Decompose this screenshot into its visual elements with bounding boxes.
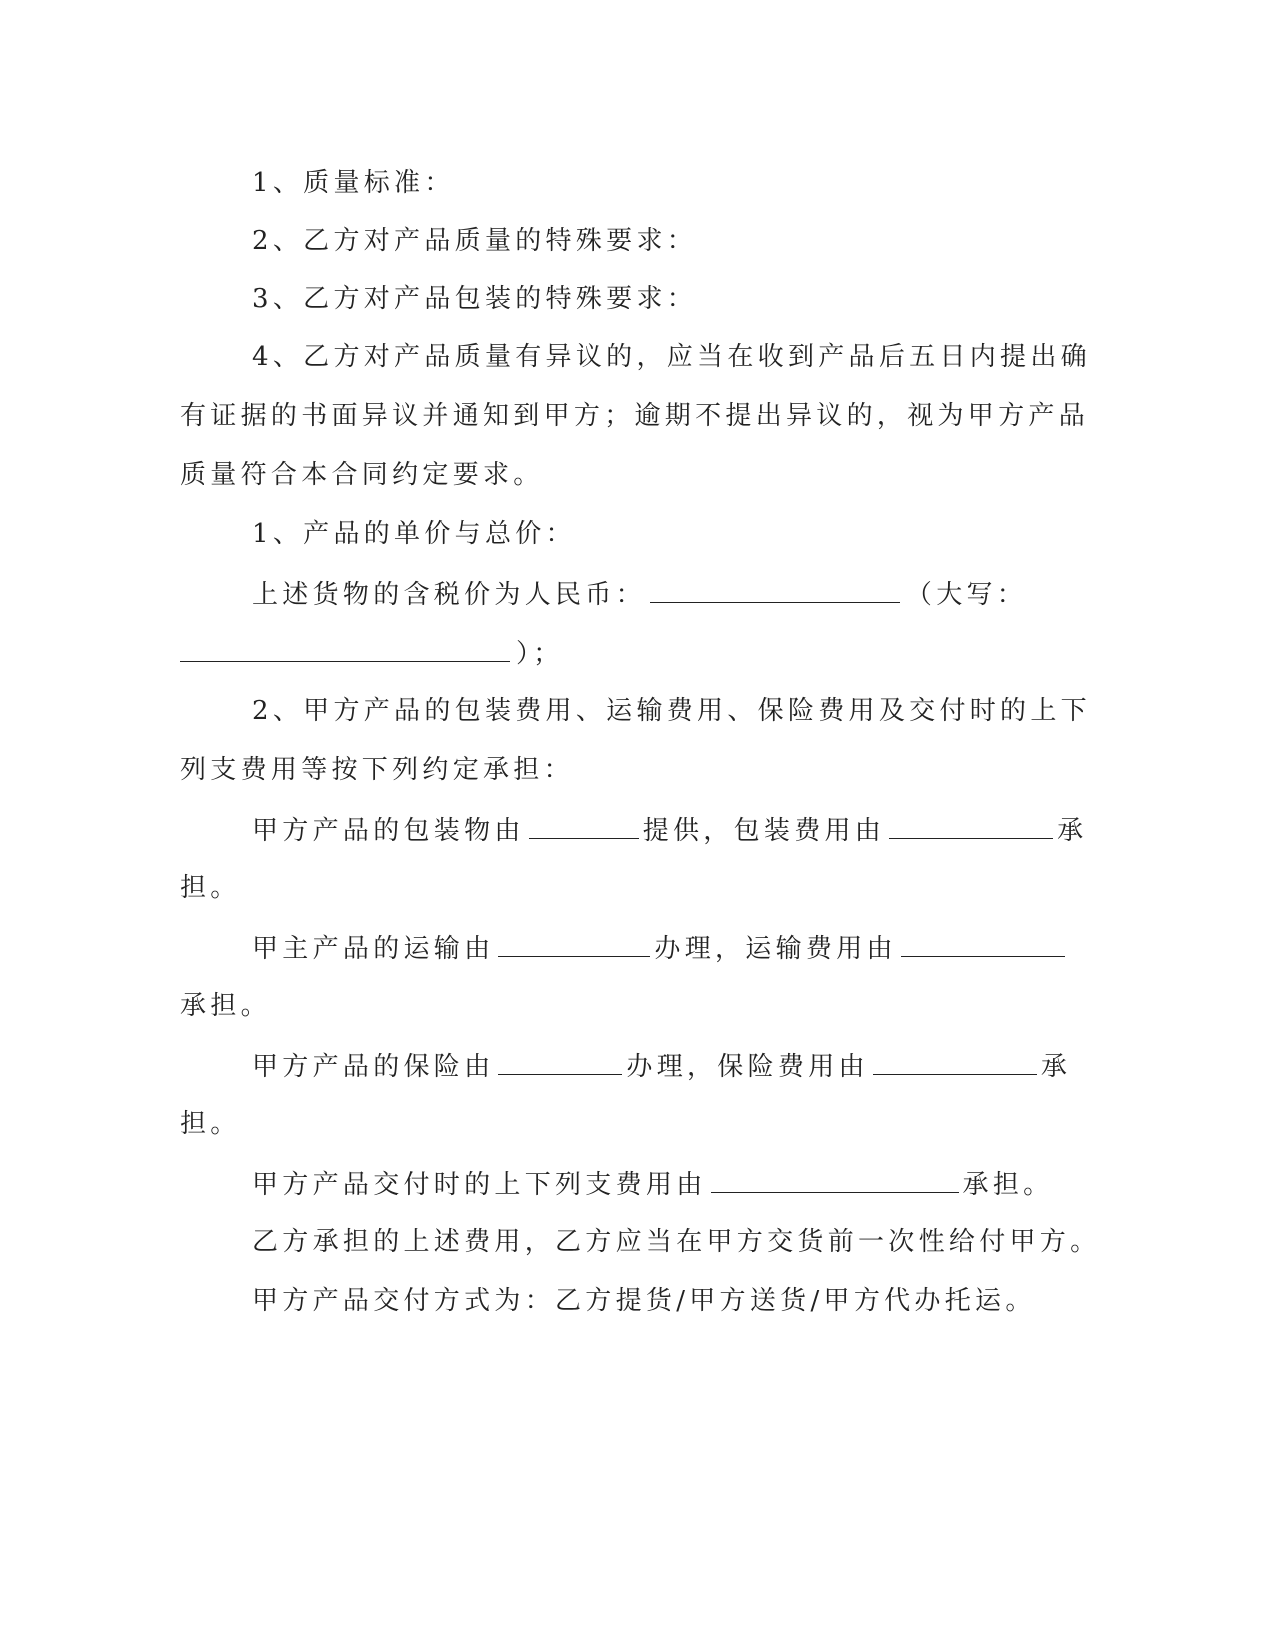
packaging-line-end (180, 873, 241, 903)
special-quality-line (252, 226, 697, 256)
transport-fee-blank[interactable] (901, 932, 1065, 957)
delivery-fees-line (252, 1168, 1053, 1200)
quality-standard-line (252, 168, 455, 198)
objection-line-2 (180, 401, 1089, 431)
price-heading-line (252, 519, 576, 549)
text: 担。 (180, 873, 241, 903)
packaging-line (252, 814, 1087, 846)
text: 质量符合本合同约定要求。 (180, 460, 544, 490)
text: 3、乙方对产品包装的特殊要求： (252, 284, 698, 314)
transport-line-end (180, 991, 271, 1021)
delivery-fees-blank[interactable] (711, 1168, 959, 1193)
delivery-method-line (252, 1286, 1036, 1316)
packaging-provider-blank[interactable] (529, 814, 639, 839)
tax-price-line (252, 578, 1027, 610)
text: ）； (516, 639, 564, 669)
text: 承 (1040, 1052, 1072, 1082)
text: 甲方产品的包装物由 (252, 816, 525, 846)
text: 承担。 (962, 1170, 1054, 1200)
text: 担。 (180, 1109, 241, 1139)
objection-line-3 (180, 460, 544, 490)
price-blank[interactable] (650, 578, 900, 603)
transport-line (252, 932, 1065, 964)
insurance-line (252, 1050, 1071, 1082)
payment-line (252, 1227, 1100, 1257)
uppercase-amount-line (180, 637, 564, 669)
text: 4、乙方对产品质量有异议的，应当在收到产品后五日内提出确 (252, 342, 1091, 372)
text: 1、质量标准： (252, 168, 455, 198)
fees-line-1 (252, 696, 1091, 726)
text: 乙方承担的上述费用，乙方应当在甲方交货前一次性给付甲方。 (252, 1227, 1101, 1257)
fees-line-2 (180, 755, 574, 785)
text: 承担。 (180, 991, 271, 1021)
text: 2、乙方对产品质量的特殊要求： (252, 226, 698, 256)
packaging-fee-blank[interactable] (889, 814, 1053, 839)
text: 甲方产品的保险由 (252, 1052, 495, 1082)
text: 提供，包装费用由 (642, 816, 886, 846)
text: 办理，保险费用由 (626, 1052, 869, 1082)
insurance-fee-blank[interactable] (873, 1050, 1037, 1075)
uppercase-amount-blank[interactable] (180, 637, 510, 662)
text: 2、甲方产品的包装费用、运输费用、保险费用及交付时的上下 (252, 696, 1091, 726)
text: 上述货物的含税价为人民币： (252, 580, 646, 610)
text: 甲方产品交付时的上下列支费用由 (252, 1170, 707, 1200)
insurance-line-end (180, 1109, 241, 1139)
objection-line-1 (252, 342, 1091, 372)
text: （大写： (905, 580, 1028, 610)
special-packaging-line (252, 284, 697, 314)
text: 有证据的书面异议并通知到甲方；逾期不提出异议的，视为甲方产品 (180, 401, 1090, 431)
text: 办理，运输费用由 (654, 934, 897, 964)
text: 列支费用等按下列约定承担： (180, 755, 574, 785)
text: 1、产品的单价与总价： (252, 519, 576, 549)
insurance-handler-blank[interactable] (498, 1050, 622, 1075)
text: 甲主产品的运输由 (252, 934, 495, 964)
transport-handler-blank[interactable] (498, 932, 650, 957)
text: 承 (1057, 816, 1088, 846)
text: 甲方产品交付方式为：乙方提货/甲方送货/甲方代办托运。 (252, 1286, 1036, 1316)
